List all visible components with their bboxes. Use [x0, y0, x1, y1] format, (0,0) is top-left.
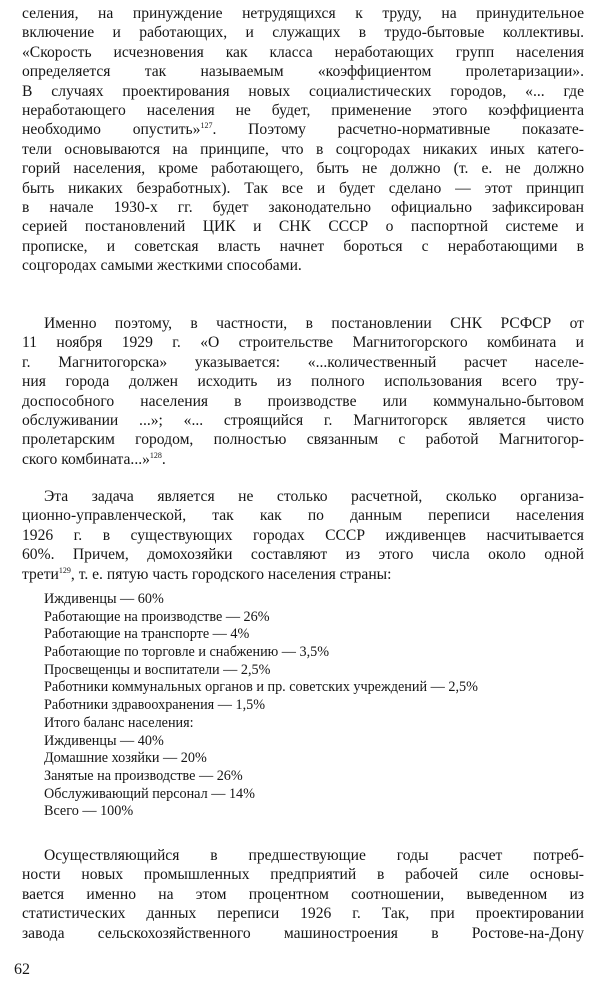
page-number: 62 — [14, 961, 30, 978]
text-line: Именно поэтому, в частности, в постановлении СНК РСФСР от — [44, 315, 584, 332]
text-line: серией постановлений ЦИК и СНК СССР о паспортной системе и — [22, 218, 584, 236]
list-item: Обслуживающий персонал — 14% — [44, 785, 255, 802]
text-line: 1926 г. в существующих городах СССР иждивенцев насчитывается — [22, 526, 584, 544]
list-item: Просвещенцы и воспитатели — 2,5% — [44, 661, 271, 678]
text-line: ния города должен исходить из полного использования всего тру- — [22, 373, 584, 391]
text-line: тели основываются на принципе, что в соцгородах никаких иных катего- — [22, 140, 584, 158]
text-line: статистических данных переписи 1926 г. Так, при проектировании — [22, 905, 584, 923]
text-line: горий населения, кроме работающего, быть не должно (т. е. не должно — [22, 160, 584, 178]
text-line: прописке, и советская власть начнет бороться с неработающими в — [22, 237, 584, 255]
text-line: В случаях проектирования новых социалистических городов, «... где — [22, 82, 584, 100]
list-item: Работающие по торговле и снабжению — 3,5% — [44, 644, 330, 661]
text-fragment: . — [161, 450, 166, 468]
text-line: вается именно на этом процентном соотношении, выведенном из — [22, 885, 584, 903]
text-line: 60%. Причем, домохозяйки составляют из этого числа около одной — [22, 546, 584, 564]
list-item: Работающие на транспорте — 4% — [44, 626, 250, 643]
text-line: неработающего населения не будет, применение этого коэффициента — [22, 101, 584, 119]
text-fragment: необходимо опустить» — [22, 121, 201, 139]
text-fragment: , т. е. пятую часть городского населения страны: — [70, 565, 392, 583]
list-item: Занятые на производстве — 26% — [44, 767, 243, 784]
text-line: Эта задача является не столько расчетной, сколько организа- — [44, 488, 584, 505]
text-line: г. Магнитогорска» указывается: «...количественный расчет населе- — [22, 353, 584, 371]
text-line: завода сельскохозяйственного машиностроения в Ростове-на-Дону — [22, 924, 584, 942]
text-line: Осуществляющийся в предшествующие годы расчет потреб- — [44, 847, 584, 864]
list-item: Работники здравоохранения — 1,5% — [44, 697, 266, 714]
text-fragment: трети — [22, 565, 59, 583]
list-item: Всего — 100% — [44, 803, 134, 820]
list-item: Домашние хозяйки — 20% — [44, 750, 207, 767]
footnote-ref: 127 — [200, 121, 213, 131]
text-line — [22, 120, 584, 139]
list-item: Работники коммунальных органов и пр. советских учреждений — 2,5% — [44, 679, 478, 696]
text-line: пролетарским городом, полностью связанным с работой Магнитогор- — [22, 431, 584, 449]
text-line — [22, 565, 584, 584]
footnote-ref: 128 — [149, 450, 162, 460]
text-line: определяется так называемым «коэффициентом пролетаризации». — [22, 63, 584, 81]
text-line: в начале 1930-х гг. будет законодательно официально зафиксирован — [22, 198, 584, 216]
text-line: соцгородах самыми жесткими способами. — [22, 257, 302, 275]
text-line: включение и работающих, и служащих в трудо-бытовые коллективы. — [22, 24, 584, 42]
population-balance-list — [44, 591, 478, 821]
list-item: Итого баланс населения: — [44, 714, 194, 731]
text-line: обслуживании ...»; «... строящийся г. Магнитогорск является чисто — [22, 411, 584, 429]
paragraph-4 — [22, 846, 584, 943]
text-line: селения, на принуждение нетрудящихся к труду, на принудительное — [22, 5, 584, 22]
text-fragment: . Поэтому расчетно-нормативные показате- — [212, 121, 584, 139]
text-fragment: ского комбината...» — [22, 450, 150, 468]
text-line: ционно-управленческой, так как по данным переписи населения — [22, 507, 584, 525]
paragraph-3 — [22, 487, 584, 584]
paragraph-1 — [22, 4, 584, 275]
text-line: доспособного населения в производстве или коммунально-бытовом — [22, 392, 584, 410]
footnote-ref: 129 — [58, 565, 71, 575]
list-item: Иждивенцы — 40% — [44, 732, 164, 749]
text-line: быть никаких безработных). Так все и будет сделано — этот принцип — [22, 179, 584, 197]
list-item: Работающие на производстве — 26% — [44, 608, 270, 625]
text-line: ности новых промышленных предприятий в рабочей силе основы- — [22, 866, 584, 884]
text-line: 11 ноября 1929 г. «О строительстве Магнитогорского комбината и — [22, 334, 584, 352]
list-item: Иждивенцы — 60% — [44, 591, 164, 607]
text-line: «Скорость исчезновения как класса неработающих групп населения — [22, 43, 584, 61]
text-line — [22, 450, 584, 469]
paragraph-2 — [22, 314, 584, 469]
